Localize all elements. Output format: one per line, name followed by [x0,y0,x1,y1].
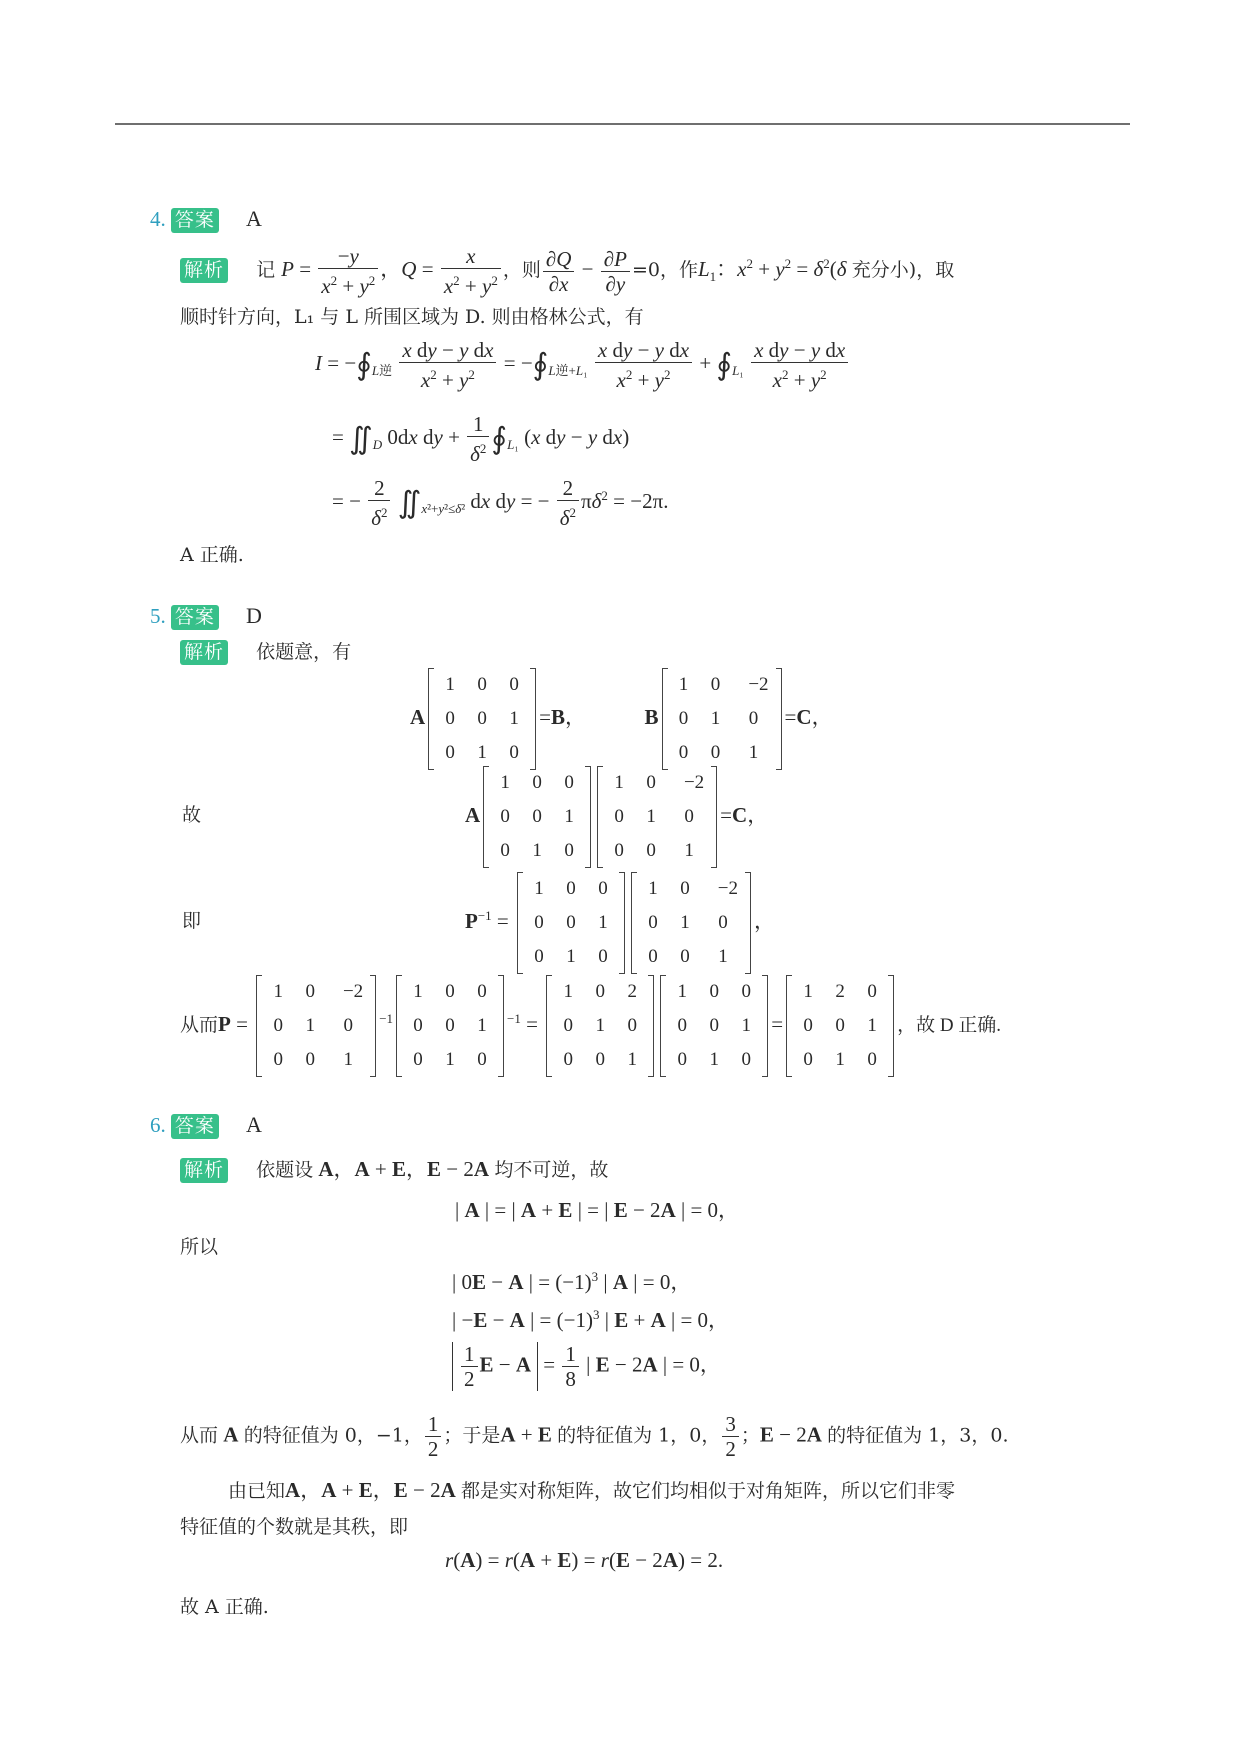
matrix-cell: 0 [646,840,656,861]
q5-eq3: $P^{-1}$ = 1 0 0 0 0 1 0 1 0 1 0 −2 0 1 0 0 0 1 ， [465,872,775,974]
matrix-cell: 1 [563,981,573,1002]
q4-eq1: $I = -∮_{L逆}$ $\frac{\text{x dy − y dx}}{x^2 + y^2}$ = $-∮_{L逆+L_1}$ $\frac{\text{x dy − y dx}}{x^2 + y^2}$ + $∮_{L_1}$ $\frac{\text{x dy − y dx}}{x^2 + y^2}$ [315,338,850,392]
matrix-cell: 0 [680,946,690,967]
q6-para2: 特征值的个数就是其秩，即 [180,1516,409,1538]
matrix-cell: 0 [413,1049,423,1070]
matrix-cell: 0 [595,981,605,1002]
q5-answer: D [245,603,262,628]
matrix-cell: 2 [835,981,845,1002]
matrix-cell: 0 [273,1015,283,1036]
matrix-cell: −2 [717,878,739,899]
q6-answer-row [150,1112,262,1139]
q4-mid2: =0，作 [631,258,698,281]
matrix-cell: 0 [477,708,487,729]
q4-number: 4. [150,207,166,231]
q4-answer-row [150,206,262,233]
q6-analysis-tag: 解析 [180,1158,228,1183]
matrix [631,872,751,974]
matrix-cell: 0 [445,981,455,1002]
q6-suoyi: 所以 [180,1236,219,1258]
q4-answer: A [245,206,262,231]
q6-eig-e: ； [740,1424,760,1447]
matrix-cell: 0 [534,912,544,933]
matrix-cell: 1 [741,1015,751,1036]
q5-analysis-tag: 解析 [180,640,228,665]
matrix [396,975,504,1077]
matrix-cell: 1 [614,772,624,793]
matrix-cell: 0 [678,708,689,729]
matrix-cell: 0 [445,1015,455,1036]
matrix-cell: 0 [677,1049,687,1070]
matrix [546,975,654,1077]
matrix-cell: 0 [867,1049,877,1070]
q4-l1-def: $L_1$：$x^2 + y^2 = \delta^2(\delta$ [697,255,847,284]
q6-analysis-row [180,1153,608,1183]
matrix-cell: 0 [803,1015,813,1036]
q6-intro-math: A，A + E，E − 2A [318,1157,490,1181]
matrix-cell: 1 [835,1049,845,1070]
matrix-cell: 0 [803,1049,813,1070]
matrix-cell: 0 [710,742,721,763]
matrix-cell: 0 [835,1015,845,1036]
matrix-cell: 0 [532,772,542,793]
matrix-cell: 1 [646,806,656,827]
q4-tail: 充分小)，取 [851,258,955,281]
matrix [256,975,376,1077]
matrix-cell: 0 [677,1015,687,1036]
q6-eig-c: ；于是 [443,1424,501,1447]
q4-p-def: P = $\frac{-y}{x^2 + y^2}$ ，Q = $\frac{x}{x^2 + y^2}$ [281,257,503,281]
q5-analysis-row [180,637,351,665]
matrix-cell: 0 [563,1049,573,1070]
matrix-cell: 0 [477,1049,487,1070]
matrix-cell: 0 [532,806,542,827]
matrix [597,766,717,868]
q6-eq3: | −E − A | = $(-1)^3$ | E + A | = 0， [452,1307,730,1332]
q5-answer-row [150,603,262,630]
q6-intro: 依题设 [256,1159,314,1181]
matrix-cell: 0 [509,742,519,763]
matrix-cell: 0 [509,674,519,695]
matrix [428,668,536,770]
matrix-cell: 1 [564,806,574,827]
matrix-cell: 0 [598,878,608,899]
matrix-cell: 0 [343,1015,353,1036]
q6-eig-d: 的特征值为 1，0， [557,1424,721,1447]
matrix-cell: 0 [614,840,624,861]
matrix-cell: 1 [803,981,813,1002]
q5-eq2: A 1 0 0 0 0 1 0 1 0 1 0 −2 0 1 0 0 0 1 =C， [465,766,768,868]
q5-ji: 即 [182,910,202,932]
matrix-cell: 0 [564,772,574,793]
q5-congr: 从而 [180,1014,219,1036]
matrix-cell: 0 [566,878,576,899]
matrix-cell: 0 [305,1049,315,1070]
q4-eq2: = $∬_D$ 0dx dy + $\frac{1}{\delta^2}$ $∮_{L_1}$ (x dy − y dx) [332,412,630,466]
matrix-cell: 0 [741,1049,751,1070]
matrix-cell: 0 [564,840,574,861]
matrix-cell: 1 [534,878,544,899]
q6-eig-f: 的特征值为 1，3，0. [827,1424,1009,1447]
matrix-cell: 0 [500,806,510,827]
matrix-cell: 0 [413,1015,423,1036]
matrix-cell: 1 [566,946,576,967]
matrix-cell: 0 [867,981,877,1002]
matrix-cell: 1 [500,772,510,793]
matrix-cell: 0 [680,878,690,899]
matrix-cell: 0 [709,1015,719,1036]
q4-mid1: ，则 [502,258,541,281]
q4-analysis-line1 [180,244,954,298]
q6-eq4: $\frac{1}{2}$ E − A = $\frac{1}{8}$ | E − 2A | = 0， [452,1342,721,1391]
matrix-cell: 0 [595,1049,605,1070]
matrix-cell: −2 [342,981,364,1002]
matrix-cell: 1 [445,1049,455,1070]
matrix-cell: 1 [748,742,759,763]
matrix-cell: 0 [741,981,751,1002]
q6-para1-head: 由已知 [228,1480,286,1502]
q5-eq1: A 1 0 0 0 0 1 0 1 0 =B， B 1 0 −2 0 1 0 0 0 1 =C， [410,668,833,770]
matrix-cell: 2 [627,981,637,1002]
q5-conclusion: ，故 D 正确. [897,1014,1002,1036]
q4-partials: $\frac{\partial Q}{\partial x}$ − $\frac{\partial P}{\partial y}$ [541,257,632,281]
matrix-cell: 0 [718,912,728,933]
matrix-cell: −2 [683,772,705,793]
q6-para1: 由已知A，A + E，E − 2A 都是实对称矩阵，故它们均相似于对角矩阵，所以它们非零 [228,1478,956,1502]
q6-eig-line: 从而 A 的特征值为 0，−1， $\frac{1}{2}$ ；于是A + E 的特征值为 1，0， $\frac{3}{2}$ ；E − 2A 的特征值为 1，3，0. [180,1412,1009,1461]
matrix [483,766,591,868]
matrix-cell: 0 [273,1049,283,1070]
q6-para1-tail: 都是实对称矩阵，故它们均相似于对角矩阵，所以它们非零 [461,1480,956,1502]
matrix-cell: 1 [710,708,721,729]
header-rule [115,123,1130,125]
q4-intro: 记 [256,258,276,281]
matrix-cell: 1 [867,1015,877,1036]
q5-answer-tag: 答案 [171,605,219,630]
matrix-cell: 1 [445,674,455,695]
matrix-cell: 0 [646,772,656,793]
matrix-cell: 1 [532,840,542,861]
q6-eig-a: 从而 [180,1424,219,1447]
q4-eq3: = − $\frac{2}{\delta^2}$ $∬_{x^2+y^2\le\delta^2}$ dx dy = − $\frac{2}{\delta^2}$ $\pi\delta^2 = -2\pi$. [332,476,669,530]
matrix-cell: 0 [563,1015,573,1036]
matrix-cell: 1 [598,912,608,933]
matrix-cell: 0 [648,912,658,933]
matrix-cell: −2 [748,674,769,695]
q6-answer-tag: 答案 [171,1114,219,1139]
matrix [786,975,894,1077]
q4-conclusion: A 正确. [180,544,244,566]
q5-number: 5. [150,604,166,628]
matrix-cell: 0 [648,946,658,967]
matrix-cell: 0 [477,674,487,695]
q4-line2: 顺时针方向，L₁ 与 L 所围区域为 D. 则由格林公式，有 [180,306,644,328]
matrix-cell: 0 [710,674,721,695]
matrix-cell: 1 [413,981,423,1002]
q6-eq1: | A | = | A + E | = | E − 2A | = 0， [455,1198,740,1222]
matrix-cell: 1 [595,1015,605,1036]
matrix-cell: 1 [718,946,728,967]
matrix-cell: 1 [680,912,690,933]
matrix-cell: 0 [500,840,510,861]
matrix-cell: 1 [273,981,283,1002]
q5-intro: 依题意，有 [256,641,352,663]
q4-analysis-tag: 解析 [180,258,228,283]
matrix-cell: 1 [509,708,519,729]
matrix-cell: 0 [445,742,455,763]
matrix-cell: 0 [598,946,608,967]
matrix-cell: 0 [305,981,315,1002]
matrix-cell: 0 [534,946,544,967]
matrix [662,668,782,770]
q6-eig-b: 的特征值为 0，−1， [243,1424,423,1447]
matrix-cell: 0 [678,742,689,763]
matrix [517,872,625,974]
matrix-cell: 1 [709,1049,719,1070]
matrix-cell: 0 [445,708,455,729]
matrix-cell: 0 [614,806,624,827]
q5-gu: 故 [182,804,202,826]
matrix-cell: 1 [684,840,694,861]
q6-eq2: | 0E − A | = $(-1)^3$ | A | = 0， [452,1269,692,1294]
matrix [660,975,768,1077]
matrix-cell: 0 [684,806,694,827]
q6-answer: A [245,1112,262,1137]
q4-answer-tag: 答案 [171,208,219,233]
q6-intro-tail: 均不可逆，故 [494,1159,609,1181]
matrix-cell: 1 [477,1015,487,1036]
q6-conclusion: 故 A 正确. [180,1596,269,1618]
matrix-cell: 0 [566,912,576,933]
matrix-cell: 0 [477,981,487,1002]
matrix-cell: 1 [678,674,689,695]
matrix-cell: 1 [677,981,687,1002]
q6-eq5: r(A) = r(A + E) = r(E − 2A) = 2. [445,1548,724,1572]
matrix-cell: 1 [627,1049,637,1070]
matrix-cell: 0 [709,981,719,1002]
q5-eq4: 从而P = 1 0 −2 0 1 0 0 0 1 $^{-1}$ 1 0 0 0 0 1 0 1 0 $^{-1}$ = 1 0 2 0 1 0 0 0 1 1 0 0 0 0 1 0 1 0 = 1 2 0 0 0 1 0 1 0 ，故 D 正确. [180,975,1001,1077]
matrix-cell: 1 [648,878,658,899]
q6-number: 6. [150,1113,166,1137]
matrix-cell: 0 [748,708,759,729]
matrix-cell: 0 [627,1015,637,1036]
matrix-cell: 1 [305,1015,315,1036]
matrix-cell: 1 [343,1049,353,1070]
matrix-cell: 1 [477,742,487,763]
